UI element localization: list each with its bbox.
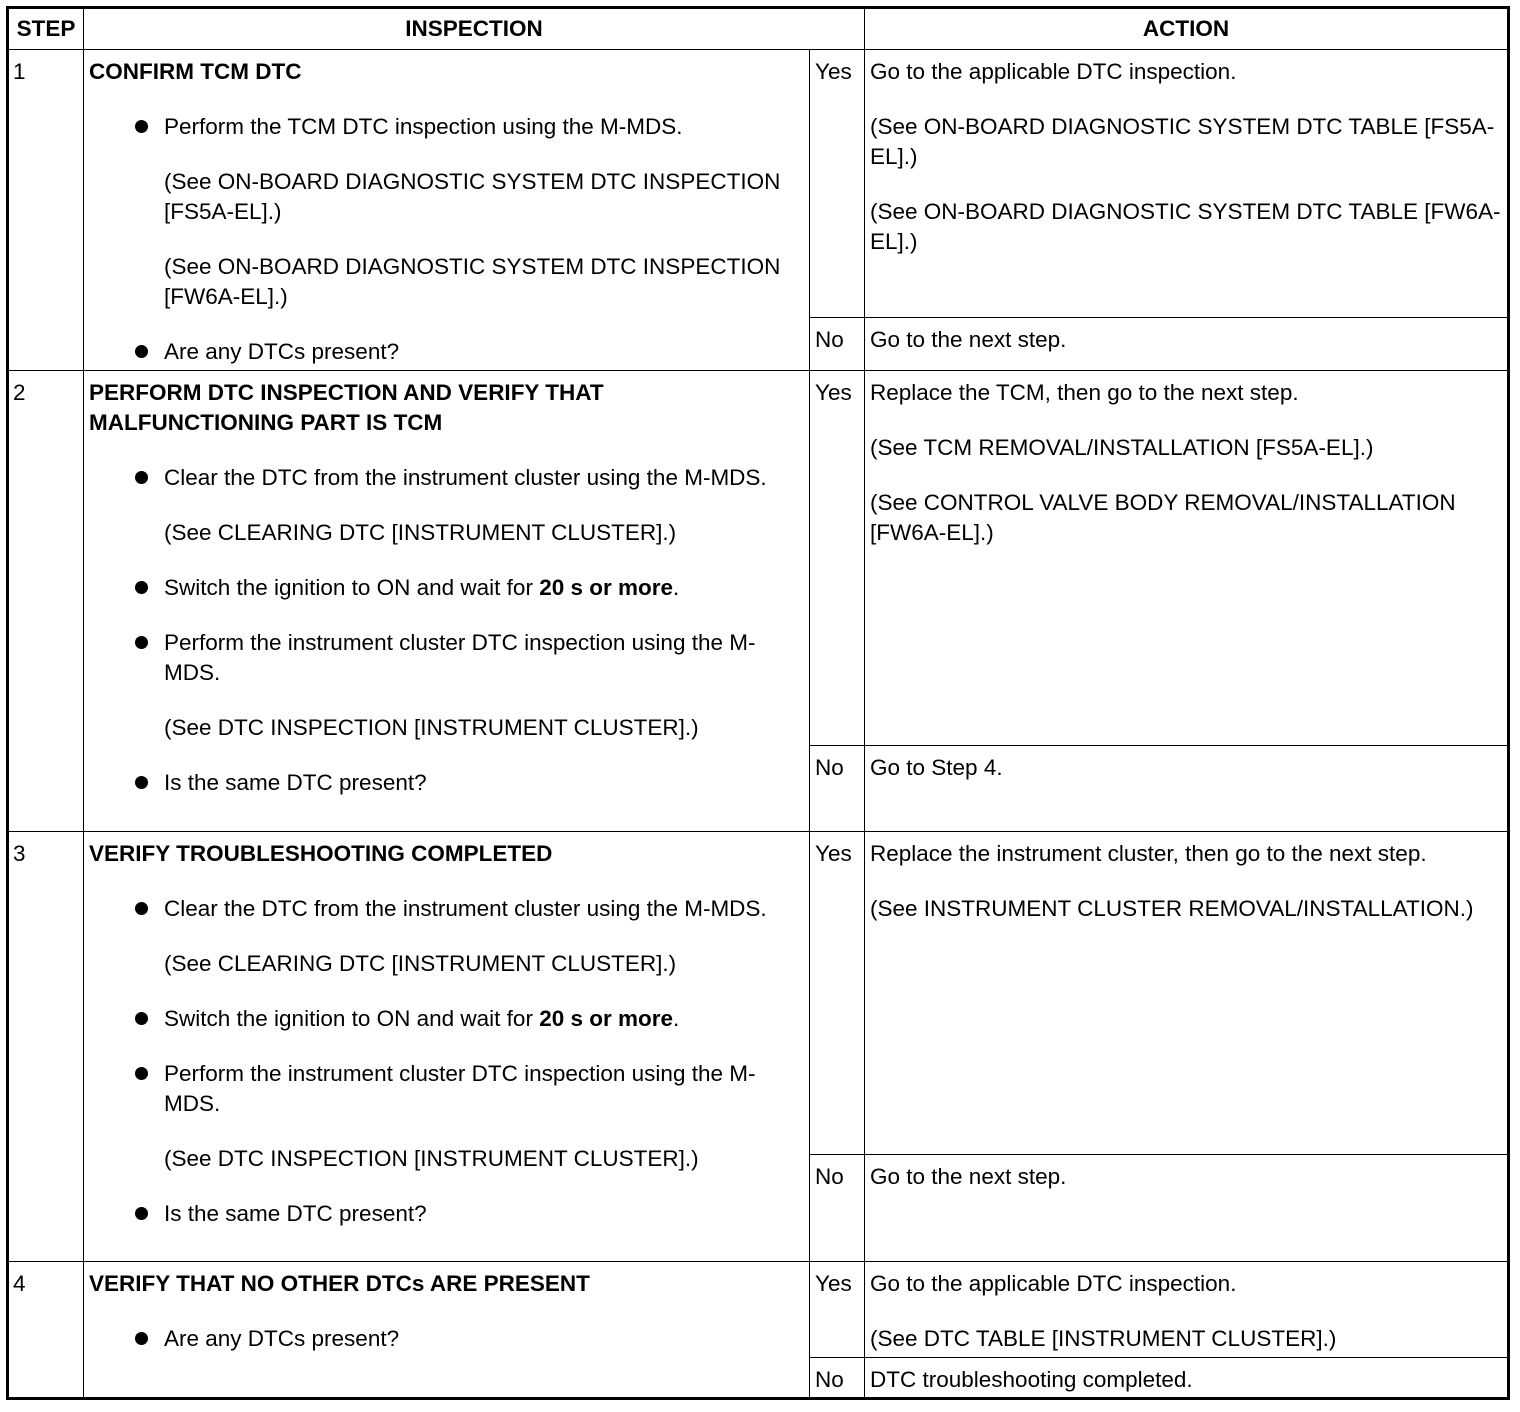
inspection-cell <box>84 1262 810 1399</box>
no-label: No <box>810 746 865 832</box>
bullet-text-after: . <box>673 1006 680 1031</box>
yes-label: Yes <box>810 832 865 1155</box>
bullet-text: Clear the DTC from the instrument cluster using the M-MDS. <box>164 896 767 921</box>
yes-action <box>865 832 1509 1155</box>
step-number: 4 <box>8 1262 84 1399</box>
step-row <box>8 832 1509 1155</box>
reference-text: (See ON-BOARD DIAGNOSTIC SYSTEM DTC INSPECTION [FW6A-EL].) <box>164 254 781 309</box>
action-text: Go to the next step. <box>870 327 1067 352</box>
action-text: Go to the applicable DTC inspection. <box>870 1271 1237 1296</box>
inspection-bullets <box>89 1324 803 1354</box>
reference-text: (See DTC INSPECTION [INSTRUMENT CLUSTER].) <box>164 715 699 740</box>
bullet-text: Switch the ignition to ON and wait for <box>164 575 540 600</box>
action-text: (See ON-BOARD DIAGNOSTIC SYSTEM DTC TABLE [FS5A-EL].) <box>870 114 1495 169</box>
action-text: Replace the TCM, then go to the next step. <box>870 380 1299 405</box>
action-text: Go to Step 4. <box>870 755 1003 780</box>
inspection-cell <box>84 50 810 371</box>
inspection-bullet <box>89 463 803 548</box>
bullet-text: Is the same DTC present? <box>164 1201 427 1226</box>
yes-label: Yes <box>810 1262 865 1358</box>
action-text: (See CONTROL VALVE BODY REMOVAL/INSTALLATION [FW6A-EL].) <box>870 490 1456 545</box>
step-row <box>8 371 1509 746</box>
troubleshooting-table <box>6 6 1510 1400</box>
reference-text: (See CLEARING DTC [INSTRUMENT CLUSTER].) <box>164 951 677 976</box>
yes-action <box>865 371 1509 746</box>
inspection-bullets <box>89 112 803 367</box>
bullet-text: Clear the DTC from the instrument cluster using the M-MDS. <box>164 465 767 490</box>
inspection-title: VERIFY TROUBLESHOOTING COMPLETED <box>89 841 553 866</box>
header-step: STEP <box>8 8 84 50</box>
inspection-bullets <box>89 463 803 798</box>
bullet-emphasis: 20 s or more <box>539 575 674 600</box>
step-row <box>8 50 1509 318</box>
table-body <box>8 50 1509 1399</box>
bullet-text: Are any DTCs present? <box>164 339 400 364</box>
inspection-bullet <box>89 112 803 312</box>
inspection-cell <box>84 371 810 832</box>
bullet-text: Perform the instrument cluster DTC inspection using the M-MDS. <box>164 630 756 685</box>
inspection-bullet <box>89 1059 803 1174</box>
action-text: DTC troubleshooting completed. <box>870 1367 1193 1392</box>
inspection-title: CONFIRM TCM DTC <box>89 59 302 84</box>
action-text: Replace the instrument cluster, then go to the next step. <box>870 841 1427 866</box>
inspection-bullet <box>89 768 803 798</box>
action-text: Go to the next step. <box>870 1164 1067 1189</box>
step-row <box>8 1262 1509 1358</box>
no-action <box>865 1155 1509 1262</box>
inspection-bullet <box>89 1004 803 1034</box>
header-row <box>8 8 1509 50</box>
bullet-text: Perform the instrument cluster DTC inspection using the M-MDS. <box>164 1061 756 1116</box>
yes-action <box>865 1262 1509 1358</box>
inspection-bullet <box>89 573 803 603</box>
reference-text: (See DTC INSPECTION [INSTRUMENT CLUSTER].) <box>164 1146 699 1171</box>
inspection-bullet <box>89 894 803 979</box>
no-action <box>865 1358 1509 1399</box>
inspection-bullet <box>89 1199 803 1229</box>
header-inspection: INSPECTION <box>84 8 865 50</box>
no-action <box>865 318 1509 371</box>
action-text: (See TCM REMOVAL/INSTALLATION [FS5A-EL].) <box>870 435 1374 460</box>
reference-text: (See ON-BOARD DIAGNOSTIC SYSTEM DTC INSPECTION [FS5A-EL].) <box>164 169 781 224</box>
action-text: Go to the applicable DTC inspection. <box>870 59 1237 84</box>
action-text: (See INSTRUMENT CLUSTER REMOVAL/INSTALLATION.) <box>870 896 1474 921</box>
bullet-text: Is the same DTC present? <box>164 770 427 795</box>
no-action <box>865 746 1509 832</box>
no-label: No <box>810 318 865 371</box>
inspection-cell <box>84 832 810 1262</box>
no-label: No <box>810 1155 865 1262</box>
action-text: (See ON-BOARD DIAGNOSTIC SYSTEM DTC TABLE [FW6A-EL].) <box>870 199 1501 254</box>
inspection-title: PERFORM DTC INSPECTION AND VERIFY THAT MALFUNCTIONING PART IS TCM <box>89 380 604 435</box>
header-action: ACTION <box>865 8 1509 50</box>
no-label: No <box>810 1358 865 1399</box>
reference-text: (See CLEARING DTC [INSTRUMENT CLUSTER].) <box>164 520 677 545</box>
yes-action <box>865 50 1509 318</box>
inspection-bullet <box>89 337 803 367</box>
inspection-bullet <box>89 1324 803 1354</box>
inspection-title: VERIFY THAT NO OTHER DTCs ARE PRESENT <box>89 1271 590 1296</box>
yes-label: Yes <box>810 50 865 318</box>
bullet-text-after: . <box>673 575 680 600</box>
bullet-text: Perform the TCM DTC inspection using the M-MDS. <box>164 114 683 139</box>
inspection-bullets <box>89 894 803 1229</box>
yes-label: Yes <box>810 371 865 746</box>
inspection-bullet <box>89 628 803 743</box>
bullet-text: Are any DTCs present? <box>164 1326 400 1351</box>
step-number: 3 <box>8 832 84 1262</box>
action-text: (See DTC TABLE [INSTRUMENT CLUSTER].) <box>870 1326 1337 1351</box>
step-number: 2 <box>8 371 84 832</box>
bullet-emphasis: 20 s or more <box>539 1006 674 1031</box>
step-number: 1 <box>8 50 84 371</box>
bullet-text: Switch the ignition to ON and wait for <box>164 1006 540 1031</box>
